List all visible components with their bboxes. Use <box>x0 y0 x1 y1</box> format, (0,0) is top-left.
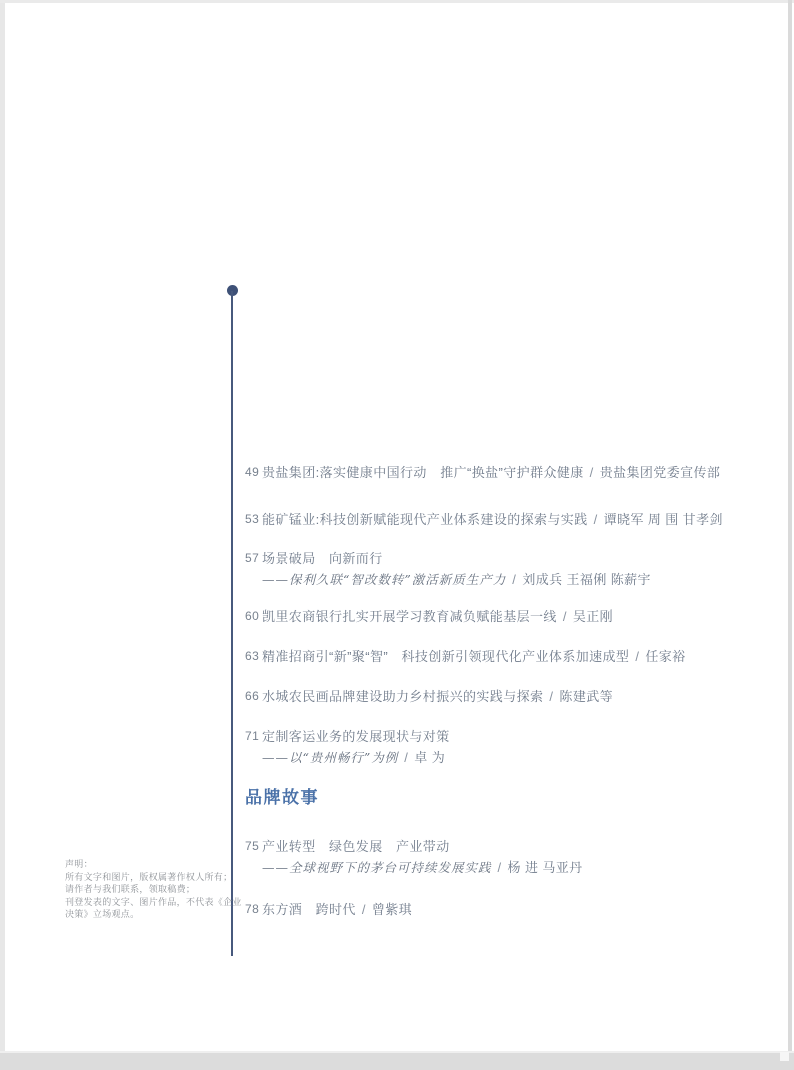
slash-separator: / <box>361 902 366 917</box>
entry-subtitle: ——全球视野下的茅台可持续发展实践 <box>262 860 492 875</box>
entry-title: 凯里农商银行扎实开展学习教育减负赋能基层一线 <box>262 609 557 624</box>
entry-title-line <box>262 509 780 530</box>
entry-title-line <box>262 606 780 627</box>
entry-page-number: 60 <box>245 609 260 623</box>
disclaimer-line: 所有文字和图片，版权属著作权人所有； <box>65 871 233 882</box>
entry-title: 精准招商引“新”聚“智” 科技创新引领现代化产业体系加速成型 <box>262 649 630 664</box>
entry-subtitle: ——以“贵州畅行”为例 <box>262 750 399 765</box>
entry-page-number: 49 <box>245 465 260 479</box>
scan-edge-left <box>0 0 5 1068</box>
entry-subtitle-line <box>262 747 780 768</box>
entry-title-line <box>262 462 780 483</box>
scan-edge-notch <box>780 1052 789 1061</box>
disclaimer-line: 声明： <box>65 859 93 869</box>
entry-authors: 卓 为 <box>414 750 446 765</box>
entry-page-number: 66 <box>245 689 260 703</box>
disclaimer-line: 刊登发表的文字、图片作品，不代表《企业 <box>65 896 242 907</box>
toc-entry <box>245 726 780 768</box>
entry-authors: 陈建武等 <box>559 689 614 704</box>
toc-entry <box>245 836 780 878</box>
disclaimer-line: 请作者与我们联系，领取稿费； <box>65 884 196 895</box>
entry-authors: 谭晓军 周 围 甘孝剑 <box>603 512 723 527</box>
table-of-contents <box>245 462 780 920</box>
entry-title: 产业转型 绿色发展 产业带动 <box>262 839 450 854</box>
entry-authors: 杨 进 马亚丹 <box>507 860 583 875</box>
entry-title-line <box>262 548 780 569</box>
scan-edge-right <box>788 0 792 1068</box>
entry-authors: 曾紫琪 <box>371 902 413 917</box>
entry-title-line <box>262 686 780 707</box>
entry-title-line <box>262 646 780 667</box>
toc-entry <box>245 646 780 667</box>
slash-separator: / <box>635 649 640 664</box>
slash-separator: / <box>549 689 554 704</box>
entry-page-number: 53 <box>245 512 260 526</box>
entry-page-number: 71 <box>245 729 260 743</box>
entry-title: 能矿锰业:科技创新赋能现代产业体系建设的探索与实践 <box>262 512 588 527</box>
slash-separator: / <box>593 512 598 527</box>
entry-authors: 任家裕 <box>645 649 686 664</box>
entry-subtitle: ——保利久联“智改数转”激活新质生产力 <box>262 572 507 587</box>
entry-title: 东方酒 跨时代 <box>262 902 356 917</box>
entry-page-number: 63 <box>245 649 260 663</box>
entry-title: 水城农民画品牌建设助力乡村振兴的实践与探索 <box>262 689 544 704</box>
entry-page-number: 78 <box>245 902 260 916</box>
entry-title: 贵盐集团:落实健康中国行动 推广“换盐”守护群众健康 <box>262 465 584 480</box>
entry-page-number: 57 <box>245 551 260 565</box>
entry-title: 定制客运业务的发展现状与对策 <box>262 729 450 744</box>
slash-separator: / <box>404 750 409 765</box>
scan-edge-bottom <box>0 1051 794 1070</box>
toc-entry <box>245 548 780 590</box>
toc-entry <box>245 509 780 530</box>
entry-authors: 贵盐集团党委宣传部 <box>599 465 721 480</box>
entry-title: 场景破局 向新而行 <box>262 551 383 566</box>
toc-entry <box>245 686 780 707</box>
toc-entry <box>245 462 780 483</box>
disclaimer <box>65 858 242 921</box>
entry-title-line <box>262 899 780 920</box>
entry-authors: 吴正刚 <box>572 609 614 624</box>
entry-title-line <box>262 836 780 857</box>
section-header-brand-story: 品牌故事 <box>245 788 319 807</box>
slash-separator: / <box>589 465 594 480</box>
entry-subtitle-line <box>262 569 780 590</box>
disclaimer-line: 决策》立场观点。 <box>65 909 140 920</box>
entry-page-number: 75 <box>245 839 260 853</box>
entry-title-line <box>262 726 780 747</box>
toc-entry <box>245 606 780 627</box>
slash-separator: / <box>562 609 567 624</box>
slash-separator: / <box>497 860 502 875</box>
entry-authors: 刘成兵 王福俐 陈薪宇 <box>522 572 651 587</box>
toc-entry <box>245 899 780 920</box>
slash-separator: / <box>512 572 517 587</box>
scan-edge-top <box>0 0 794 3</box>
entry-subtitle-line <box>262 857 780 878</box>
vertical-rule <box>231 291 233 956</box>
